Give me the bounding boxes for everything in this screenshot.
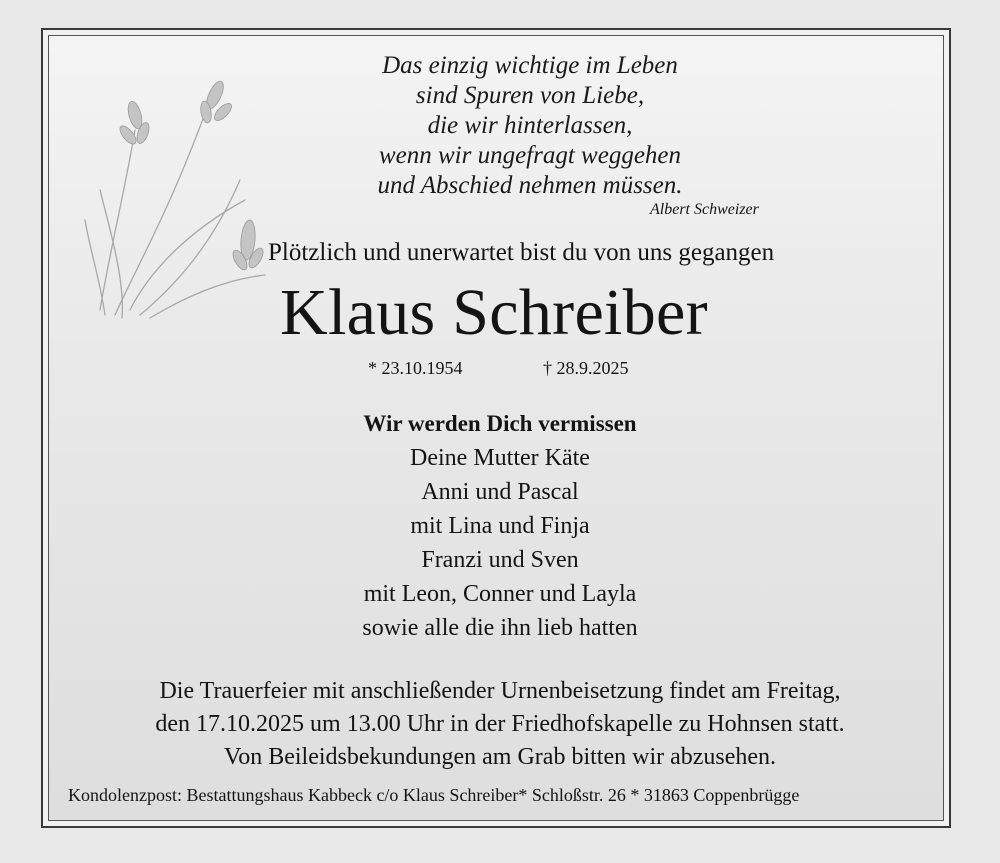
condolence-address: Kondolenzpost: Bestattungshaus Kabbeck c/o Klaus Schreiber* Schloßstr. 26 * 31863 Coppenbrügge [68, 785, 800, 805]
quote-line: Das einzig wichtige im Leben [382, 52, 678, 79]
funeral-service-info [60, 675, 940, 774]
quote-line: wenn wir ungefragt weggehen [378, 142, 682, 169]
quote-line: und Abschied nehmen müssen. [377, 172, 683, 199]
wheat-ears-icon [80, 60, 270, 320]
mourner-line: Franzi und Sven [421, 547, 579, 573]
mourner-line: mit Lina und Finja [410, 513, 590, 539]
mourners-list [300, 407, 700, 645]
quote-author: Albert Schweizer [650, 201, 759, 218]
service-line: Von Beileidsbekundungen am Grab bitten wir abzusehen. [223, 744, 777, 770]
death-date: † 28.9.2025 [543, 358, 629, 378]
quote-line: die wir hinterlassen, [427, 112, 633, 139]
mourner-line: mit Leon, Conner und Layla [363, 581, 637, 607]
memorial-quote [330, 51, 730, 201]
intro-text: Plötzlich und unerwartet bist du von uns gegangen [268, 239, 775, 266]
service-line: Die Trauerfeier mit anschließender Urnenbeisetzung findet am Freitag, [159, 678, 841, 704]
mourner-line: Deine Mutter Käte [410, 445, 590, 471]
birth-date: * 23.10.1954 [368, 358, 463, 378]
service-line: den 17.10.2025 um 13.00 Uhr in der Friedhofskapelle zu Hohnsen statt. [155, 711, 845, 737]
mourners-heading: Wir werden Dich vermissen [363, 411, 637, 436]
mourner-line: Anni und Pascal [421, 479, 579, 505]
mourner-line: sowie alle die ihn lieb hatten [362, 615, 638, 641]
quote-line: sind Spuren von Liebe, [415, 82, 645, 109]
deceased-name: Klaus Schreiber [280, 276, 708, 349]
